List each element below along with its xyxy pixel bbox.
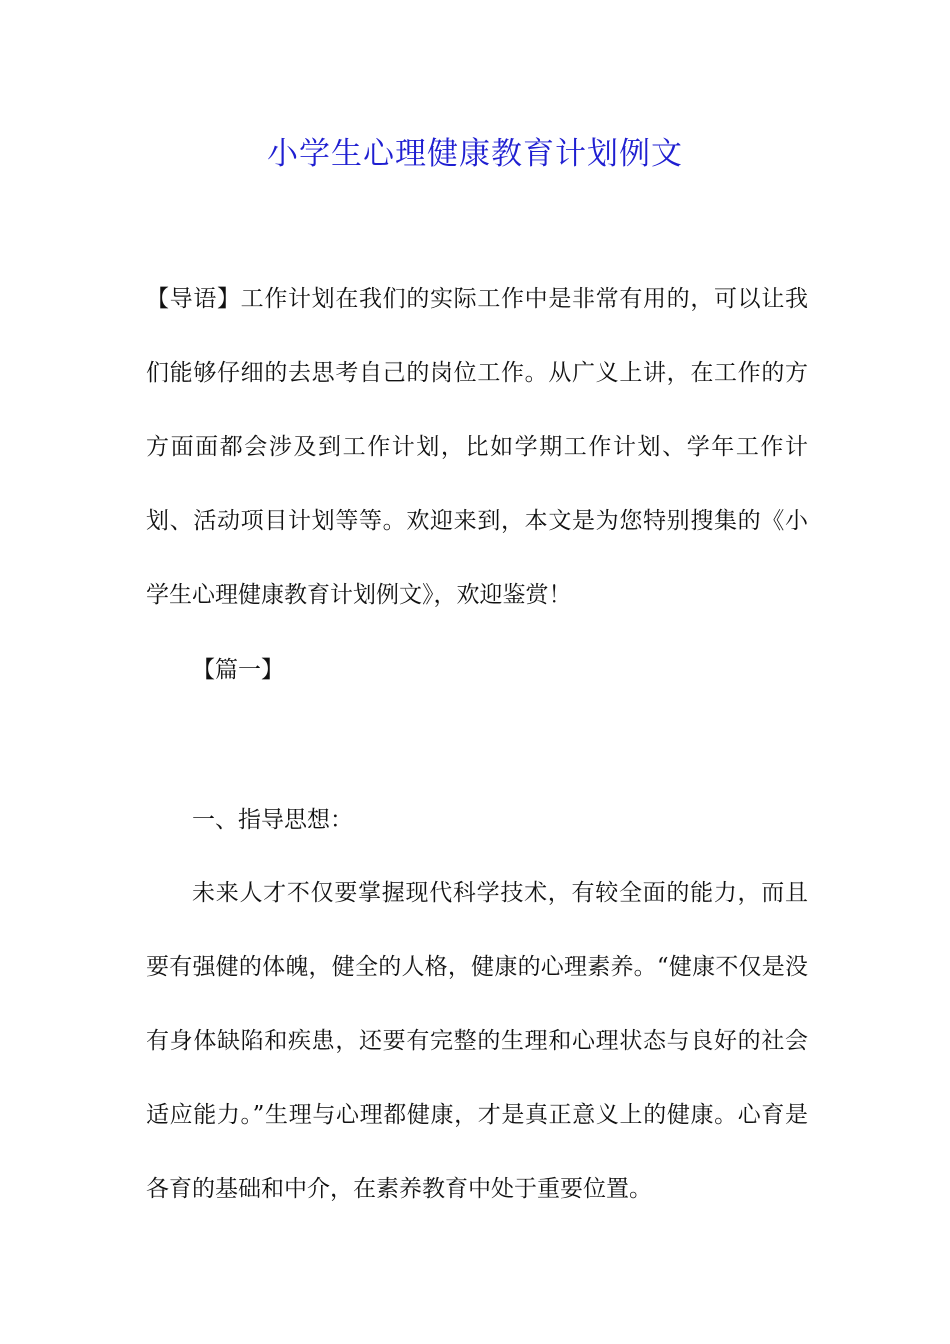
section-label: 【篇一】 [192, 657, 284, 683]
section-heading: 一、指导思想： [192, 807, 353, 833]
document-title: 小学生心理健康教育计划例文 [267, 136, 683, 172]
body-paragraph: 未来人才不仅要掌握现代科学技术，有较全面的能力，而且要有强健的体魄，健全的人格，健康的心理素养。“健康不仅是没有身体缺陷和疾患，还要有完整的生理和心理状态与良好的社会适应能力。”生理与心理都健康，才是真正意义上的健康。心育是各育的基础和中介，在素养教育中处于重要位置。 [146, 880, 808, 1202]
intro-paragraph: 【导语】工作计划在我们的实际工作中是非常有用的，可以让我们能够仔细的去思考自己的岗位工作。从广义上讲，在工作的方方面面都会涉及到工作计划，比如学期工作计划、学年工作计划、活动项目计划等等。欢迎来到，本文是为您特别搜集的《小学生心理健康教育计划例文》，欢迎鉴赏！ [146, 286, 808, 608]
